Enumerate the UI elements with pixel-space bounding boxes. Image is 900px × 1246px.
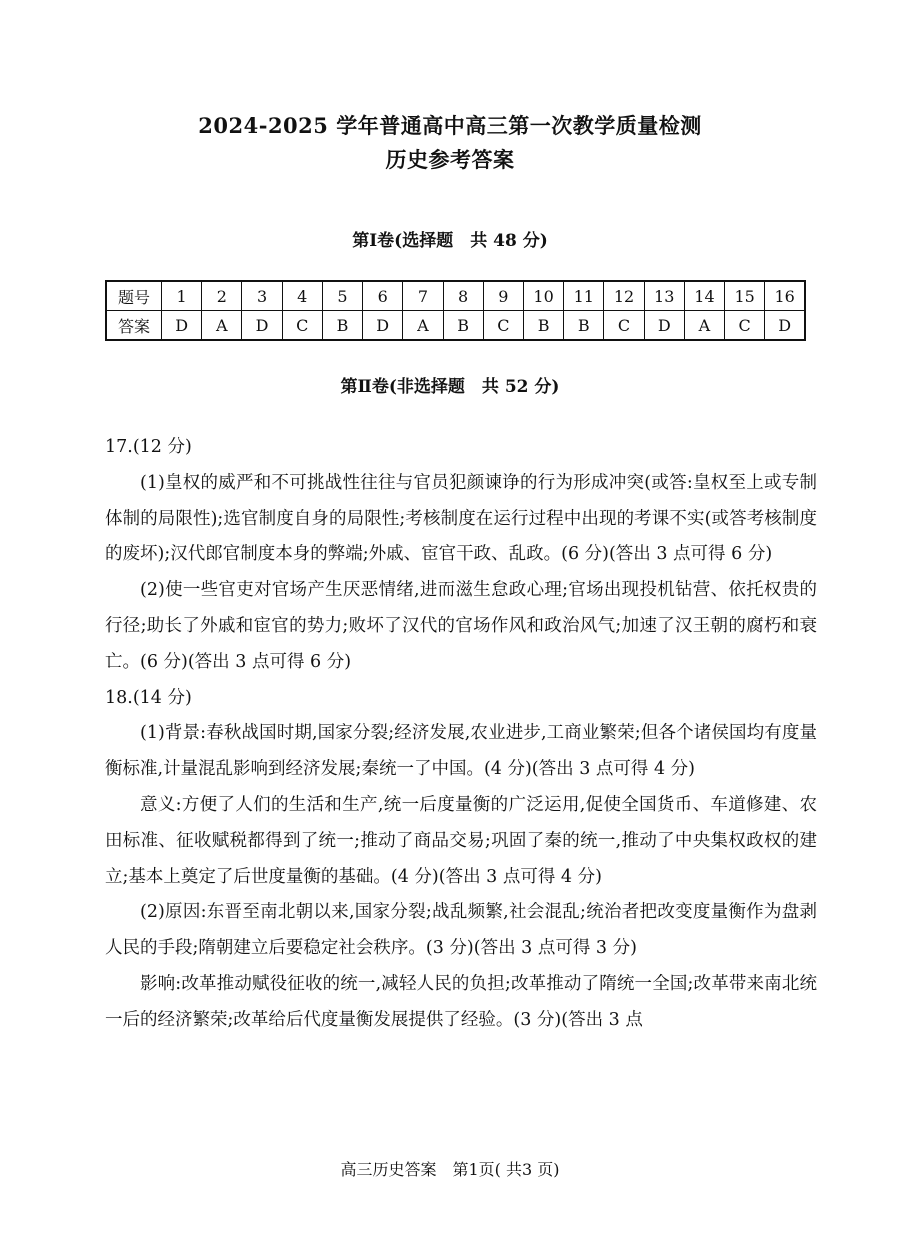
answer-table [105,280,806,341]
question-number-cell: 10 [523,281,563,311]
answer-cell: D [765,311,805,341]
answer-cell: A [403,311,443,341]
section-1-title: 第Ⅰ卷(选择题 共 48 分) [352,231,548,251]
answer-cell: D [242,311,282,341]
answer-cell: C [282,311,322,341]
question-number-cell: 3 [242,281,282,311]
question-number-cell: 2 [202,281,242,311]
question-number-cell: 1 [162,281,202,311]
answer-cell: A [202,311,242,341]
answer-cell: D [363,311,403,341]
question-number-cell: 11 [564,281,604,311]
question-18-part-1-background: (1)背景:春秋战国时期,国家分裂;经济发展,农业进步,工商业繁荣;但各个诸侯国均有度量衡标准,计量混乱影响到经济发展;秦统一了中国。(4 分)(答出 3 点可得 4 分) [105,723,817,780]
answer-cell: D [644,311,684,341]
answer-cell: D [162,311,202,341]
answer-cell: A [684,311,724,341]
question-number-cell: 8 [443,281,483,311]
answer-row-label: 答案 [106,311,162,341]
question-number-cell: 12 [604,281,644,311]
question-17-heading: 17.(12 分) [105,437,192,457]
answer-row [106,311,805,341]
question-number-cell: 6 [363,281,403,311]
question-18-part-2-impact: 影响:改革推动赋役征收的统一,减轻人民的负担;改革推动了隋统一全国;改革带来南北统一后的经济繁荣;改革给后代度量衡发展提供了经验。(3 分)(答出 3 点 [105,973,817,1030]
question-number-cell: 4 [282,281,322,311]
page-footer: 高三历史答案 第1页( 共3 页) [340,1160,560,1179]
answer-cell: B [443,311,483,341]
question-number-cell: 9 [483,281,523,311]
answer-cell: B [322,311,362,341]
question-18-heading: 18.(14 分) [105,687,192,708]
document-title: 2024-2025 学年普通高中高三第一次教学质量检测 [198,113,702,138]
question-number-cell: 5 [322,281,362,311]
answer-cell: C [483,311,523,341]
question-17-part-2: (2)使一些官吏对官场产生厌恶情绪,进而滋生怠政心理;官场出现投机钻营、依托权贵的行径;助长了外戚和宦官的势力;败坏了汉代的官场作风和政治风气;加速了汉王朝的腐朽和衰亡。(6 分)(答出 3 点可得 6 分) [105,580,817,672]
question-number-cell: 15 [725,281,765,311]
question-number-cell: 7 [403,281,443,311]
answer-cell: C [604,311,644,341]
document-subtitle: 历史参考答案 [385,147,515,172]
question-number-cell: 14 [684,281,724,311]
question-number-cell: 13 [644,281,684,311]
answer-cell: C [725,311,765,341]
section-2-title: 第Ⅱ卷(非选择题 共 52 分) [340,377,560,397]
question-18-part-2-reasons: (2)原因:东晋至南北朝以来,国家分裂;战乱频繁,社会混乱;统治者把改变度量衡作为盘剥人民的手段;隋朝建立后要稳定社会秩序。(3 分)(答出 3 点可得 3 分) [105,902,817,959]
question-17-part-1: (1)皇权的威严和不可挑战性往往与官员犯颜谏诤的行为形成冲突(或答:皇权至上或专制体制的局限性);选官制度自身的局限性;考核制度在运行过程中出现的考课不实(或答考核制度的废坏);汉代郎官制度本身的弊端;外戚、宦官干政、乱政。(6 分)(答出 3 点可得 6 分) [105,472,817,565]
question-number-row [106,281,805,311]
answer-cell: B [564,311,604,341]
question-row-label: 题号 [106,281,162,311]
question-18-part-1-significance: 意义:方便了人们的生活和生产,统一后度量衡的广泛运用,促使全国货币、车道修建、农田标准、征收赋税都得到了统一;推动了商品交易;巩固了秦的统一,推动了中央集权政权的建立;基本上奠定了后世度量衡的基础。(4 分)(答出 3 点可得 4 分) [105,794,817,887]
question-number-cell: 16 [765,281,805,311]
answer-cell: B [523,311,563,341]
answer-body [105,430,817,1039]
